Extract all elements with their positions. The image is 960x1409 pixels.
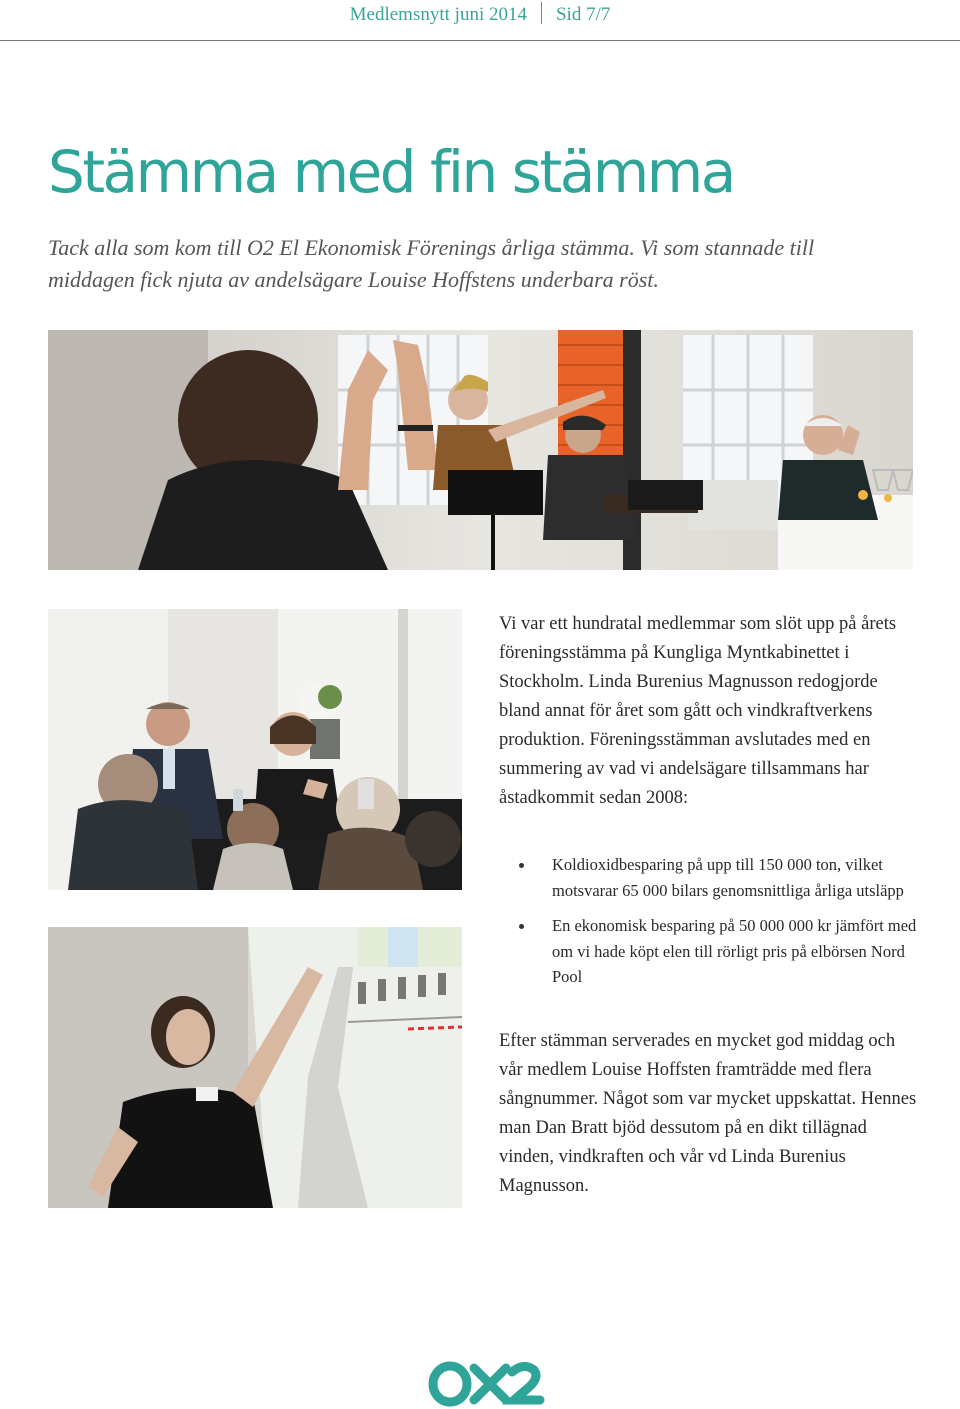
page-number: Sid 7/7	[555, 4, 611, 25]
photo-presenter	[48, 927, 462, 1208]
page-header	[0, 0, 960, 42]
ox2-logo	[428, 1358, 546, 1409]
list-item	[499, 852, 919, 903]
photo-presenter-illustration	[48, 927, 462, 1208]
list-item-text: Koldioxidbesparing på upp till 150 000 ton, vilket motsvarar 65 000 bilars genomsnittliga årliga utsläpp	[552, 855, 904, 900]
publication-name: Medlemsnytt juni 2014	[349, 4, 527, 25]
header-text	[0, 2, 960, 26]
article-paragraph-2: Efter stämman serverades en mycket god middag och vår medlem Louise Hoffsten framträdde med flera sångnummer. Något som var mycket uppskattat. Hennes man Dan Bratt bjöd dessutom på en dikt tillägnad vinden, vindkraften och vår vd Linda Burenius Magnusson.	[499, 1031, 917, 1196]
article-lead: Tack alla som kom till O2 El Ekonomisk Förenings årliga stämma. Vi som stannade till middagen fick njuta av andelsägare Louise Hoffstens underbara röst.	[48, 235, 815, 292]
achievements-list	[499, 852, 919, 1000]
list-item	[499, 913, 919, 990]
list-item-text: En ekonomisk besparing på 50 000 000 kr jämfört med om vi hade köpt elen till rörligt pris på elbörsen Nord Pool	[552, 916, 917, 986]
bullet-icon	[519, 924, 524, 929]
photo-panel-illustration	[48, 609, 462, 890]
photo-concert	[48, 330, 913, 570]
article-title: Stämma med fin stämma	[48, 138, 734, 206]
ox2-logo-mark	[428, 1358, 546, 1409]
photo-concert-illustration	[48, 330, 913, 570]
header-rule	[0, 40, 960, 41]
article-paragraph-1: Vi var ett hundratal medlemmar som slöt upp på årets föreningsstämma på Kungliga Myntkabinettet i Stockholm. Linda Burenius Magnusson redogjorde bland annat för året som gått och vindkraftverkens produktion. Föreningsstämman avslutades med en summering av vad vi andelsägare tillsammans har åstadkommit sedan 2008:	[499, 614, 897, 808]
bullet-icon	[519, 863, 524, 868]
photo-panel	[48, 609, 462, 890]
header-separator	[541, 2, 542, 24]
